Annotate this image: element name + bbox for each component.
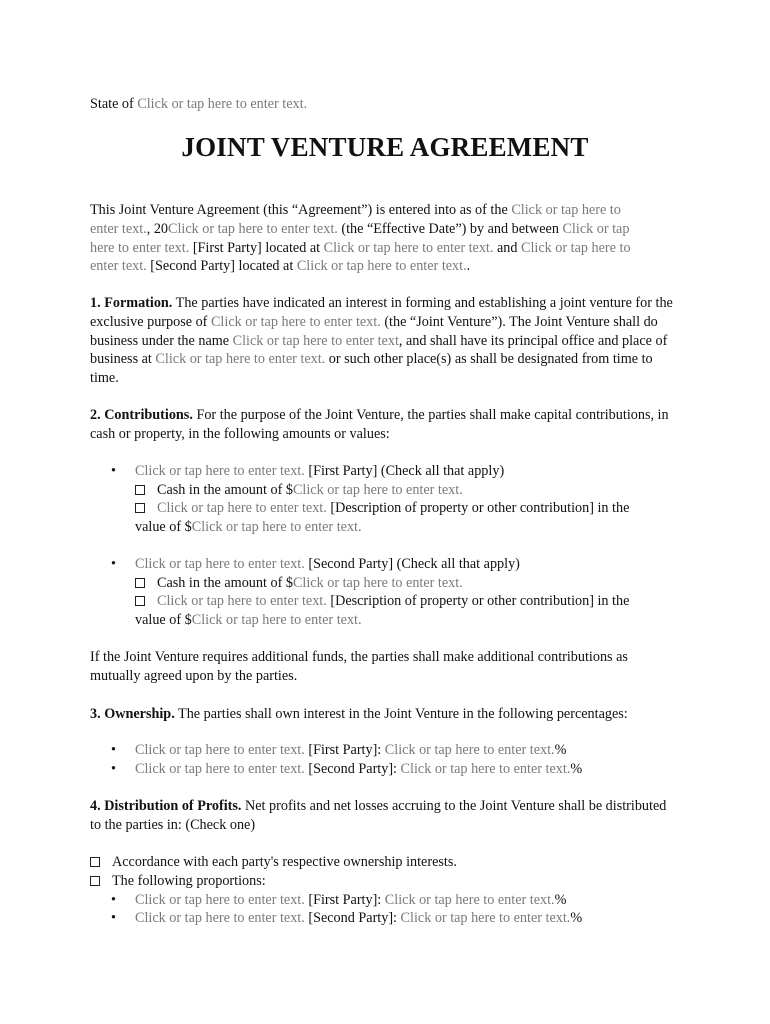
first-party-name-field-cont[interactable]: here to enter text.	[90, 239, 190, 256]
cash-option: Cash in the amount of $Click or tap here to enter text.	[135, 574, 695, 593]
property-field[interactable]: Click or tap here to enter text.	[157, 593, 327, 609]
date-field-cont[interactable]: enter text.	[90, 220, 147, 237]
second-party-percent-field[interactable]: Click or tap here to enter text.	[400, 761, 571, 777]
cash-amount-field[interactable]: Click or tap here to enter text.	[292, 575, 463, 591]
property-field[interactable]: Click or tap here to enter text.	[157, 500, 327, 516]
list-item: • Click or tap here to enter text. [Second Party]: Click or tap here to enter text.%	[111, 761, 583, 777]
checkbox[interactable]	[135, 485, 145, 495]
checkbox[interactable]	[90, 857, 100, 867]
second-party-field[interactable]: Click or tap here to enter text.	[135, 761, 305, 777]
first-party-percent-field[interactable]: Click or tap here to enter text.	[384, 742, 555, 758]
list-item: • Click or tap here to enter text. [Second Party]: Click or tap here to enter text.%	[111, 910, 583, 926]
bullet-icon: •	[111, 556, 116, 572]
property-value-field[interactable]: Click or tap here to enter text.	[191, 611, 362, 628]
second-party-field[interactable]: Click or tap here to enter text.	[135, 556, 305, 572]
property-option: Click or tap here to enter text. [Description of property or other contribution] in the value of $Click or tap here to enter text.	[135, 593, 630, 628]
list-item: • Click or tap here to enter text. [First Party]: Click or tap here to enter text.%	[111, 892, 567, 908]
list-item: • Click or tap here to enter text. [Second Party] (Check all that apply)	[111, 556, 520, 572]
section-heading: 1. Formation.	[90, 295, 173, 311]
bullet-icon: •	[111, 910, 116, 926]
cash-option: Cash in the amount of $Click or tap here to enter text.	[135, 481, 695, 500]
state-field[interactable]: Click or tap here to enter text.	[137, 96, 308, 112]
purpose-field[interactable]: Click or tap here to enter text.	[210, 313, 381, 330]
first-party-field[interactable]: Click or tap here to enter text.	[135, 892, 305, 908]
list-item: • Click or tap here to enter text. [First Party] (Check all that apply)	[111, 463, 505, 479]
first-party-proportion-field[interactable]: Click or tap here to enter text.	[384, 892, 555, 908]
cash-amount-field[interactable]: Click or tap here to enter text.	[292, 482, 463, 498]
checkbox[interactable]	[135, 503, 145, 513]
checkbox[interactable]	[90, 876, 100, 886]
section-heading: 4. Distribution of Profits.	[90, 798, 242, 814]
section-distribution: 4. Distribution of Profits. Net profits and net losses accruing to the Joint Venture shall be distributed to the parties in: (Check one)	[90, 798, 667, 833]
section-ownership: 3. Ownership. The parties shall own interest in the Joint Venture in the following percentages:	[90, 706, 628, 722]
second-party-name-field[interactable]: Click or tap here to	[521, 239, 631, 256]
list-item: • Click or tap here to enter text. [First Party]: Click or tap here to enter text.%	[111, 742, 567, 758]
office-address-field[interactable]: Click or tap here to enter text.	[155, 351, 326, 368]
section-formation: 1. Formation. The parties have indicated an interest in forming and establishing a joint venture for the exclusive purpose of Click or tap here to enter text. (the “Joint Venture”). The Joint Venture shall do business under the name Click or tap here to enter text, and shall have its principal office and place of business at Click or tap here to enter text. or such other place(s) as shall be designated from time to time.	[90, 295, 673, 387]
bullet-icon: •	[111, 761, 116, 777]
section-contributions: 2. Contributions. For the purpose of the Joint Venture, the parties shall make capital contributions, in cash or property, in the following amounts or values:	[90, 407, 669, 442]
additional-funds-paragraph: If the Joint Venture requires additional funds, the parties shall make additional contributions as mutually agreed upon by the parties.	[90, 649, 628, 684]
state-line: State of Click or tap here to enter text.	[90, 96, 308, 112]
second-party-proportion-field[interactable]: Click or tap here to enter text.	[400, 910, 571, 926]
bullet-icon: •	[111, 742, 116, 758]
second-party-field[interactable]: Click or tap here to enter text.	[135, 910, 305, 926]
property-value-field[interactable]: Click or tap here to enter text.	[191, 518, 362, 535]
second-party-address-field[interactable]: Click or tap here to enter text.	[296, 258, 467, 275]
second-party-name-field-cont[interactable]: enter text.	[90, 258, 147, 275]
year-field[interactable]: Click or tap here to enter text.	[168, 220, 338, 237]
intro-paragraph: This Joint Venture Agreement (this “Agreement”) is entered into as of the Click or tap here to enter text., 20Click or tap here to enter text. (the “Effective Date”) by and between Click or tap here to enter text. [First Party] located at Click or tap here to enter text. and Click or tap here to enter text. [Second Party] located at Click or tap here to enter text..	[90, 202, 631, 275]
first-party-name-field[interactable]: Click or tap	[562, 220, 630, 237]
business-name-field[interactable]: Click or tap here to enter text	[232, 332, 399, 349]
checkbox[interactable]	[135, 596, 145, 606]
section-heading: 2. Contributions.	[90, 407, 193, 423]
date-field[interactable]: Click or tap here to	[511, 202, 621, 218]
first-party-field[interactable]: Click or tap here to enter text.	[135, 463, 305, 479]
bullet-icon: •	[111, 463, 116, 479]
checkbox[interactable]	[135, 578, 145, 588]
page-title: JOINT VENTURE AGREEMENT	[181, 132, 589, 162]
first-party-address-field[interactable]: Click or tap here to enter text.	[323, 239, 494, 256]
property-option: Click or tap here to enter text. [Description of property or other contribution] in the value of $Click or tap here to enter text.	[135, 500, 630, 535]
first-party-field[interactable]: Click or tap here to enter text.	[135, 742, 305, 758]
section-heading: 3. Ownership.	[90, 706, 175, 722]
bullet-icon: •	[111, 892, 116, 908]
ownership-option: Accordance with each party's respective ownership interests.	[90, 853, 650, 872]
proportions-option: The following proportions:	[90, 872, 650, 891]
